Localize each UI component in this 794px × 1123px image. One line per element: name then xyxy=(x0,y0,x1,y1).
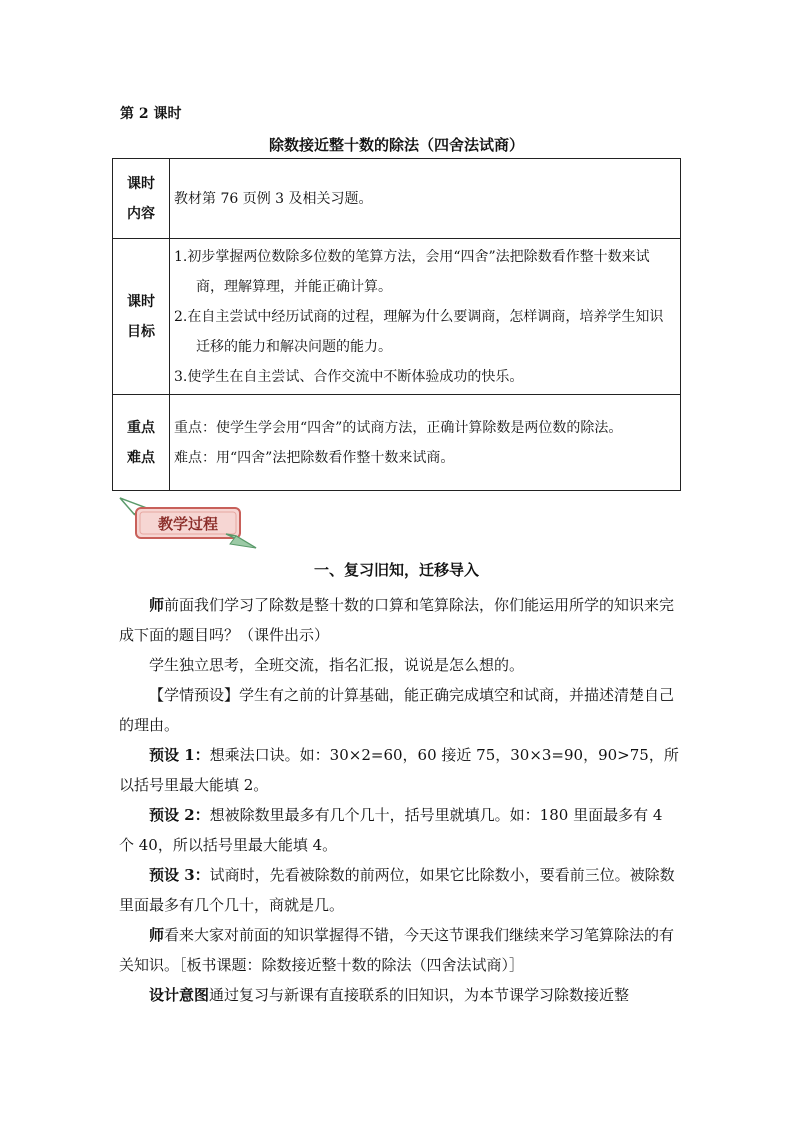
paragraph xyxy=(119,920,679,980)
key-points-cell xyxy=(170,395,681,491)
content-text: 教材第 76 页例 3 及相关习题。 xyxy=(174,190,373,207)
goal-item: 1.初步掌握两位数除多位数的笔算方法，会用“四舍”法把除数看作整十数来试商，理解算理，并能正确计算。 xyxy=(174,248,650,295)
paragraph xyxy=(119,860,679,920)
header-line: 重点 xyxy=(127,419,155,436)
header-line: 课时 xyxy=(127,175,155,192)
lesson-body xyxy=(119,590,679,1010)
table-row xyxy=(113,239,681,395)
paragraph-lead: 设计意图 xyxy=(149,986,210,1004)
paragraph xyxy=(119,680,679,740)
paragraph xyxy=(119,740,679,800)
goals-cell xyxy=(170,239,681,395)
paragraph xyxy=(119,980,679,1010)
row-header-content xyxy=(113,159,170,239)
row-header-key-points xyxy=(113,395,170,491)
difficulty-text: 难点：用“四舍”法把除数看作整十数来试商。 xyxy=(174,449,455,466)
goal-item: 2.在自主尝试中经历试商的过程，理解为什么要调商，怎样调商，培养学生知识迁移的能力和解决问题的能力。 xyxy=(174,308,664,355)
paragraph-text: 学生独立思考，全班交流，指名汇报，说说是怎么想的。 xyxy=(149,656,525,674)
paragraph-lead: 师 xyxy=(149,596,165,614)
teaching-process-banner xyxy=(118,494,260,550)
paragraph xyxy=(119,650,679,680)
paragraph xyxy=(119,800,679,860)
document-title: 除数接近整十数的除法（四舍法试商） xyxy=(268,136,524,154)
content-cell xyxy=(170,159,681,239)
paragraph-text: 通过复习与新课有直接联系的旧知识，为本节课学习除数接近整 xyxy=(209,986,630,1004)
lesson-number: 第 2 课时 xyxy=(120,106,182,122)
paragraph-text: 前面我们学习了除数是整十数的口算和笔算除法，你们能运用所学的知识来完成下面的题目吗？（课件出示） xyxy=(119,596,675,644)
paragraph-lead: 师 xyxy=(149,926,165,944)
key-point-text: 重点：使学生学会用“四舍”的试商方法，正确计算除数是两位数的除法。 xyxy=(174,419,623,436)
header-line: 目标 xyxy=(127,323,155,340)
table-row xyxy=(113,395,681,491)
header-line: 课时 xyxy=(127,293,155,310)
header-line: 难点 xyxy=(127,449,155,466)
lesson-info-table xyxy=(112,158,681,491)
paragraph-text: 想被除数里最多有几个几十，括号里就填几。如：180 里面最多有 4 个 40，所以括号里最大能填 4。 xyxy=(119,806,663,854)
paragraph-text: 看来大家对前面的知识掌握得不错，今天这节课我们继续来学习笔算除法的有关知识。［板书课题：除数接近整十数的除法（四舍法试商）］ xyxy=(119,926,675,974)
paragraph-text: 试商时，先看被除数的前两位，如果它比除数小，要看前三位。被除数里面最多有几个几十，商就是几。 xyxy=(119,866,675,914)
paragraph-lead: 预设 3： xyxy=(149,866,210,884)
paragraph-lead: 预设 2： xyxy=(149,806,210,824)
section-title: 一、复习旧知，迁移导入 xyxy=(313,561,479,579)
banner-text: 教学过程 xyxy=(157,515,219,533)
header-line: 内容 xyxy=(127,205,155,222)
row-header-goals xyxy=(113,239,170,395)
paragraph-lead: 预设 1： xyxy=(149,746,210,764)
table-row xyxy=(113,159,681,239)
paragraph xyxy=(119,590,679,650)
goal-item: 3.使学生在自主尝试、合作交流中不断体验成功的快乐。 xyxy=(174,368,524,385)
paragraph-text: 【学情预设】学生有之前的计算基础，能正确完成填空和试商，并描述清楚自己的理由。 xyxy=(119,686,675,734)
paragraph-text: 想乘法口诀。如：30×2=60，60 接近 75，30×3=90，90>75，所以括号里最大能填 2。 xyxy=(119,746,679,794)
